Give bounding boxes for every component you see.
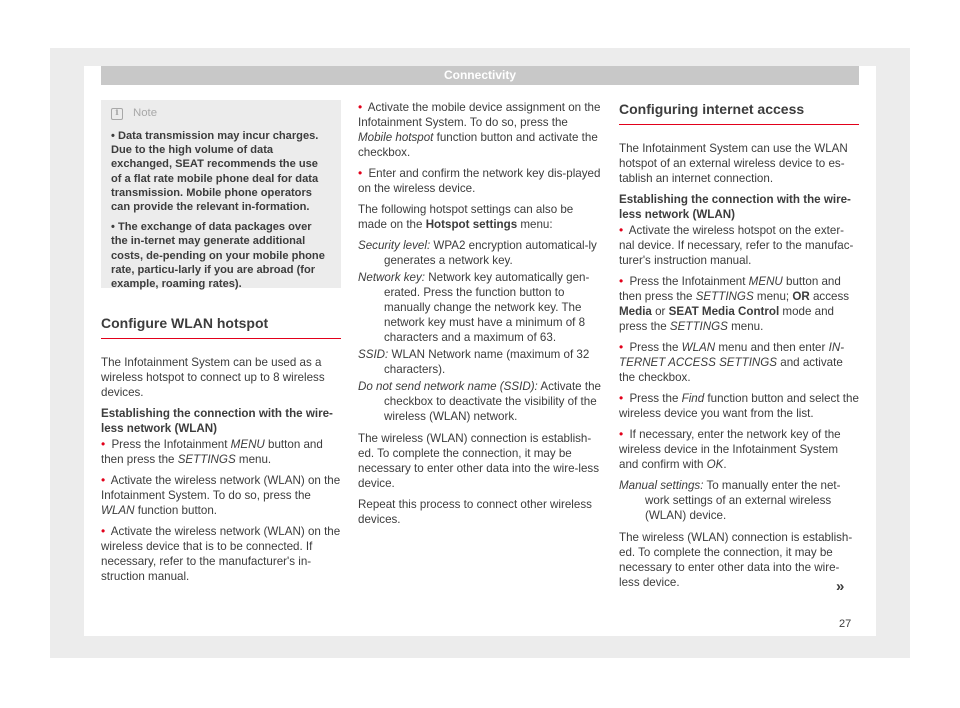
ui-term: SETTINGS [695, 290, 754, 303]
note-item [111, 129, 331, 214]
text: menu: [517, 218, 553, 231]
bullet-icon: • [619, 223, 624, 237]
note-label: Note [133, 107, 158, 119]
section-title-wlan-hotspot: Configure WLAN hotspot [101, 314, 341, 339]
definition-term: Network key: [358, 271, 426, 284]
note-item-text: Data transmission may incur charges. Due to the high volume of data exchanged, SEAT recommends the use of a flat rate mobile phone deal for data transmission. Mobile phone operators can provide the relevant in-formation. [111, 130, 319, 214]
bullet-icon: • [101, 524, 106, 538]
paragraph: The Infotainment System can use the WLAN hotspot of an external wireless device to es-tablish an internet connection. [619, 142, 848, 185]
step-text: If necessary, enter the network key of the wireless device in the Infotainment System and confirm with [619, 428, 841, 471]
chapter-header: Connectivity [101, 66, 859, 85]
bullet-icon: • [101, 473, 106, 487]
definition-item [619, 478, 859, 523]
definition-body: Activate the checkbox to deactivate the visibility of the wireless (WLAN) network. [384, 380, 601, 423]
step-item [101, 524, 341, 584]
definition-body: WPA2 encryption automatical-ly generates a network key. [384, 239, 597, 267]
step-item [101, 473, 341, 518]
ui-term: OK [706, 458, 724, 471]
ui-term: Hotspot settings [425, 218, 518, 231]
bullet-icon: • [111, 221, 115, 234]
ui-term: WLAN [101, 504, 135, 517]
step-text: menu and then enter [715, 341, 829, 354]
note-item-text: The exchange of data packages over the in-ternet may generate additional costs, de-pending on your mobile phone rate, particu-larly if you are abroad (for example, roaming rates). [111, 221, 325, 291]
ui-term: MENU [748, 275, 783, 288]
step-item [358, 100, 603, 160]
step-text: or [651, 305, 669, 318]
step-text: Press the [629, 392, 682, 405]
step-text: Press the [629, 341, 682, 354]
step-text: button and then press the [101, 438, 323, 466]
definition-term: Security level: [358, 239, 431, 252]
ui-term: OR [792, 290, 810, 303]
page-number: 27 [839, 618, 852, 630]
step-text: Press the Infotainment [111, 438, 231, 451]
step-text: Enter and confirm the network key dis-played on the wireless device. [358, 167, 601, 195]
step-text: mode and press the [619, 305, 834, 333]
step-text: Activate the wireless network (WLAN) on the wireless device that is to be connected. If necessary, refer to the manufacturer's in-struction manual. [101, 525, 341, 583]
step-item [619, 340, 859, 385]
step-text: function button and activate the checkbox. [358, 131, 598, 159]
ui-term: Mobile hotspot [358, 131, 434, 144]
step-text: function button. [134, 504, 218, 517]
step-text: Activate the wireless hotspot on the exter-nal device. If necessary, refer to the manufac-turer's instruction manual. [619, 224, 854, 267]
step-item [619, 391, 859, 421]
column-3 [619, 100, 859, 596]
info-icon: i [111, 108, 123, 120]
definition-item [358, 270, 603, 345]
bullet-icon: • [358, 100, 363, 114]
definition-term: Do not send network name (SSID): [358, 380, 538, 393]
step-text: access [809, 290, 850, 303]
column-2 [358, 100, 603, 533]
step-text: function button and select the wireless device you want from the list. [619, 392, 859, 420]
step-item [358, 166, 603, 196]
step-text: Activate the mobile device assignment on the Infotainment System. To do so, press the [358, 101, 601, 129]
column-1 [101, 100, 341, 590]
bullet-icon: • [101, 437, 106, 451]
step-item [101, 437, 341, 467]
note-box [101, 100, 341, 291]
bullet-icon: • [619, 340, 624, 354]
ui-term: Find [681, 392, 705, 405]
definition-body: Network key automatically gen-erated. Press the function button to manually change the network key. The network key must have a minimum of 8 characters and a maximum of 63. [384, 271, 590, 344]
step-item [619, 223, 859, 268]
ui-term: SEAT Media Control [668, 305, 780, 318]
step-text: Press the Infotainment [629, 275, 749, 288]
paragraph: Repeat this process to connect other wireless devices. [358, 498, 592, 526]
note-item [111, 220, 331, 291]
bullet-icon: • [358, 166, 363, 180]
step-text: . [723, 458, 727, 471]
ui-term: MENU [230, 438, 265, 451]
note-header [111, 106, 331, 121]
definition-item [358, 347, 603, 377]
paragraph: The Infotainment System can be used as a wireless hotspot to connect up to 8 wireless devices. [101, 356, 325, 399]
subheading: Establishing the connection with the wire-less network (WLAN) [101, 407, 333, 435]
step-text: menu; [753, 290, 793, 303]
step-item [619, 274, 859, 334]
step-text: Activate the wireless network (WLAN) on the Infotainment System. To do so, press the [101, 474, 341, 502]
ui-term: IN-TERNET ACCESS SETTINGS [619, 341, 845, 369]
subheading: Establishing the connection with the wire-less network (WLAN) [619, 193, 851, 221]
definition-term: Manual settings: [619, 479, 704, 492]
ui-term: SETTINGS [669, 320, 728, 333]
definition-body: WLAN Network name (maximum of 32 characters). [384, 348, 590, 376]
bullet-icon: • [619, 274, 624, 288]
paragraph: The wireless (WLAN) connection is establish-ed. To complete the connection, it may be necessary to enter other data into the wire-less device. [619, 531, 853, 589]
step-text: and activate the checkbox. [619, 356, 843, 384]
step-text: button and then press the [619, 275, 841, 303]
continue-arrow-icon: » [836, 578, 845, 595]
text: The following hotspot settings can also be made on the [358, 203, 574, 231]
paragraph [358, 202, 603, 232]
section-title-internet-access: Configuring internet access [619, 100, 859, 125]
definition-body: To manually enter the net-work settings of an external wireless (WLAN) device. [645, 479, 841, 522]
bullet-icon: • [619, 427, 624, 441]
ui-term: SETTINGS [177, 453, 236, 466]
paragraph: The wireless (WLAN) connection is establish-ed. To complete the connection, it may be necessary to enter other data into the wire-less device. [358, 432, 600, 490]
step-text: menu. [727, 320, 764, 333]
definition-term: SSID: [358, 348, 389, 361]
ui-term: Media [619, 305, 652, 318]
definition-item [358, 238, 603, 268]
bullet-icon: • [619, 391, 624, 405]
step-item [619, 427, 859, 472]
definition-item [358, 379, 603, 424]
step-text: menu. [235, 453, 272, 466]
ui-term: WLAN [681, 341, 716, 354]
bullet-icon: • [111, 130, 115, 142]
